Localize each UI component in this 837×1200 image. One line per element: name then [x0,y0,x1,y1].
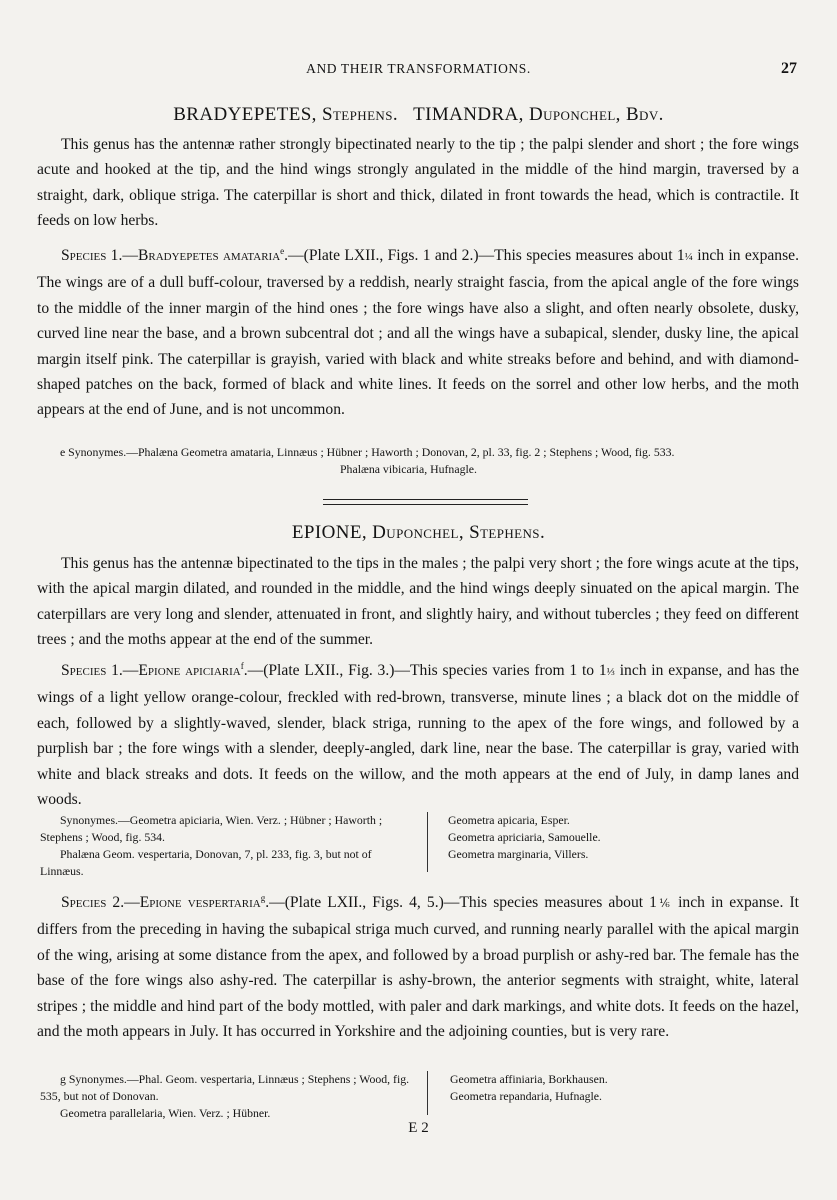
running-head-title: AND THEIR TRANSFORMATIONS. [306,61,531,76]
genus-name: EPIONE, [291,522,367,543]
genus-description-bradyepetes [37,132,799,234]
footnote-mark: e [280,245,285,256]
species-text [37,243,799,423]
genus-author: Duponchel, Stephens. [372,522,546,543]
synonym-line: Phalæna Geom. vespertaria, Donovan, 7, pl. 233, fig. 3, but not of Linnæus. [40,847,372,878]
species-body: inch in expanse. The wings are of a dull buff-colour, traversed by a reddish, nearly straight fascia, from the apical angle of the fore wings to the middle of the inner margin of the hind ones ; the fore wings have also a slight, and often nearly obsolete, dusky, curved line near the base, and a brown subcentral dot ; and all the wings have a subapical, slender, dusky line, the apical margin itself pink. The caterpillar is grayish, varied with black and white streaks before and behind, and with diamond-shaped patches on the back, formed of black and white lines. It feeds on the sorrel and other low herbs, and the moth appears at the end of June, and is not uncommon. [37,247,799,419]
species-account-apiciaria [37,658,799,812]
genus-author: Stephens. [322,104,398,125]
synonym-line: g Synonymes.—Phal. Geom. vespertaria, Linnæus ; Stephens ; Wood, fig. 535, but not of Donovan. [40,1072,410,1103]
genus-name-synonym: TIMANDRA, [413,104,524,125]
species-lead: Species 2.—Epione vespertaria [61,894,261,911]
fraction: ⅙ [656,898,673,910]
synonyms-apiciaria-right [448,812,798,863]
species-account-amataria [37,243,799,423]
species-account-vespertaria [37,890,799,1044]
species-body: inch in expanse. It differs from the preceding in having the subapical striga much curved, and running nearly parallel with the apical margin of the wing, arising at some distance from the apex, and followed by a broad purplish or ashy-red bar. The female has the base of the fore wings also ashy-red. The caterpillar is ashy-brown, the anterior segments with straight, white, lateral stripes ; the middle and hind part of the body mottled, with paler and dark markings, and white dots. It feeds on the hazel, and the moth appears in July. It has occurred in Yorkshire and the adjoining counties, but is very rare. [37,894,799,1041]
page-number: 27 [781,60,797,77]
synonyms-amataria [60,444,800,478]
plate-reference: .—(Plate LXII., Figs. 4, 5.)—This species measures about 1 [265,894,657,911]
genus-intro-text: This genus has the antennæ rather strongly bipectinated nearly to the tip ; the palpi slender and short ; the fore wings acute and hooked at the tip, and the hind wings strongly angulated in the middle of the hind margin, traversed by a straight, dark, oblique striga. The caterpillar is short and thick, dilated in front towards the head, which is contractile. It feeds on low herbs. [37,136,799,230]
synonym-line: Synonymes.—Geometra apiciaria, Wien. Verz. ; Hübner ; Haworth ; Stephens ; Wood, fig. 534. [40,813,383,844]
synonym-line: Geometra apriciaria, Samouelle. [448,830,601,844]
genus-intro-text: This genus has the antennæ bipectinated to the tips in the males ; the palpi very short ; the fore wings acute at the tips, with the apical margin dilated, and rounded in the middle, and the hind wings deeply sinuated on the apical margin. The caterpillars are very long and slender, attenuated in front, and slightly hairy, and without tubercles ; they feed on different trees ; and the moths appear at the end of the summer. [37,555,799,649]
synonyms-apiciaria-left [40,812,418,880]
synonym-line: Geometra affiniaria, Borkhausen. [450,1072,608,1086]
synonym-line: Geometra parallelaria, Wien. Verz. ; Hübner. [60,1106,271,1120]
synonym-line: Geometra marginaria, Villers. [448,847,589,861]
species-lead: Species 1.—Bradyepetes amataria [61,247,281,264]
synonym-line: e Synonymes.—Phalæna Geometra amataria, Linnæus ; Hübner ; Haworth ; Donovan, 2, pl. 33, fig. 2 ; Stephens ; Wood, fig. 533. [60,445,675,459]
species-text [37,658,799,812]
genus-heading-bradyepetes [0,104,837,126]
species-lead: Species 1.—Epione apiciaria [61,662,241,679]
genus-name: BRADYEPETES, [173,104,317,125]
synonym-line: Geometra repandaria, Hufnagle. [450,1089,602,1103]
synonym-line: Phalæna vibicaria, Hufnagle. [340,462,477,476]
column-divider [427,1071,428,1115]
running-head [0,60,837,80]
footnote-mark: g [260,892,266,903]
plate-reference: .—(Plate LXII., Fig. 3.)—This species varies from 1 to 1 [243,662,607,679]
synonyms-vespertaria-right [450,1071,800,1105]
genus-description-epione [37,551,799,653]
section-divider [323,499,528,505]
species-body: inch in expanse, and has the wings of a light yellow orange-colour, freckled with red-brown, transverse, minute lines ; a black dot on the middle of each, followed by a slightly-waved, slender, black striga, running to the apex of the fore wings, and followed by a purplish bar ; the fore wings with a slender, deeply-angled, dark line, near the base. The caterpillar is gray, varied with white and black streaks and dots. It feeds on the willow, and the moth appears at the end of July, in damp lanes and woods. [37,662,799,809]
footnote-mark: f [240,660,244,671]
species-text [37,890,799,1044]
synonyms-vespertaria-left [40,1071,418,1122]
genus-author-synonym: Duponchel, Bdv. [529,104,664,125]
synonym-line: Geometra apicaria, Esper. [448,813,570,827]
fraction: ⅓ [606,666,615,678]
genus-heading-epione [0,522,837,544]
plate-reference: .—(Plate LXII., Figs. 1 and 2.)—This species measures about 1 [284,247,685,264]
column-divider [427,812,428,872]
fraction: ¼ [684,251,693,263]
signature-mark: E 2 [408,1120,429,1136]
